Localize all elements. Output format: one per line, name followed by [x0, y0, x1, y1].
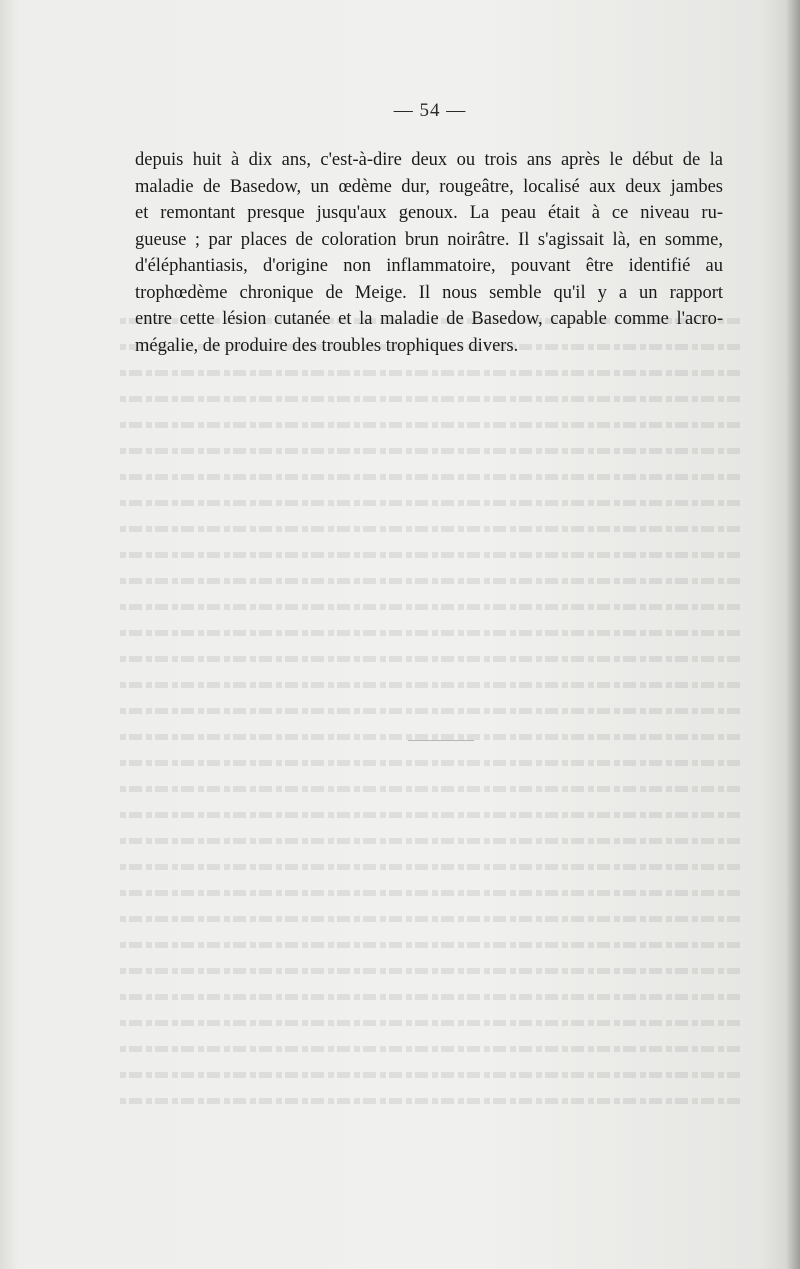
text-line: depuis huit à dix ans, c'est-à-dire deux ou trois ans après le début de la — [135, 150, 723, 170]
page-edge-shadow — [786, 0, 800, 1269]
page-number: — 54 — — [393, 100, 467, 121]
reverse-side-show-through — [120, 318, 740, 1138]
reverse-side-rule — [408, 740, 474, 741]
text-line: et remontant presque jusqu'aux genoux. La peau était à ce niveau ru- — [135, 203, 723, 223]
text-line: gueuse ; par places de coloration brun noirâtre. Il s'agissait là, en somme, — [135, 229, 723, 250]
text-line: d'éléphantiasis, d'origine non inflammatoire, pouvant être identifié au — [135, 256, 723, 276]
paragraph — [135, 147, 723, 359]
text-line: entre cette lésion cutanée et la maladie de Basedow, capable comme l'acro- — [135, 309, 723, 329]
text-line: maladie de Basedow, un œdème dur, rougeâtre, localisé aux deux jambes — [135, 176, 723, 197]
text-line: mégalie, de produire des troubles trophiques divers. — [135, 335, 519, 356]
text-line: trophœdème chronique de Meige. Il nous semble qu'il y a un rapport — [135, 282, 723, 303]
